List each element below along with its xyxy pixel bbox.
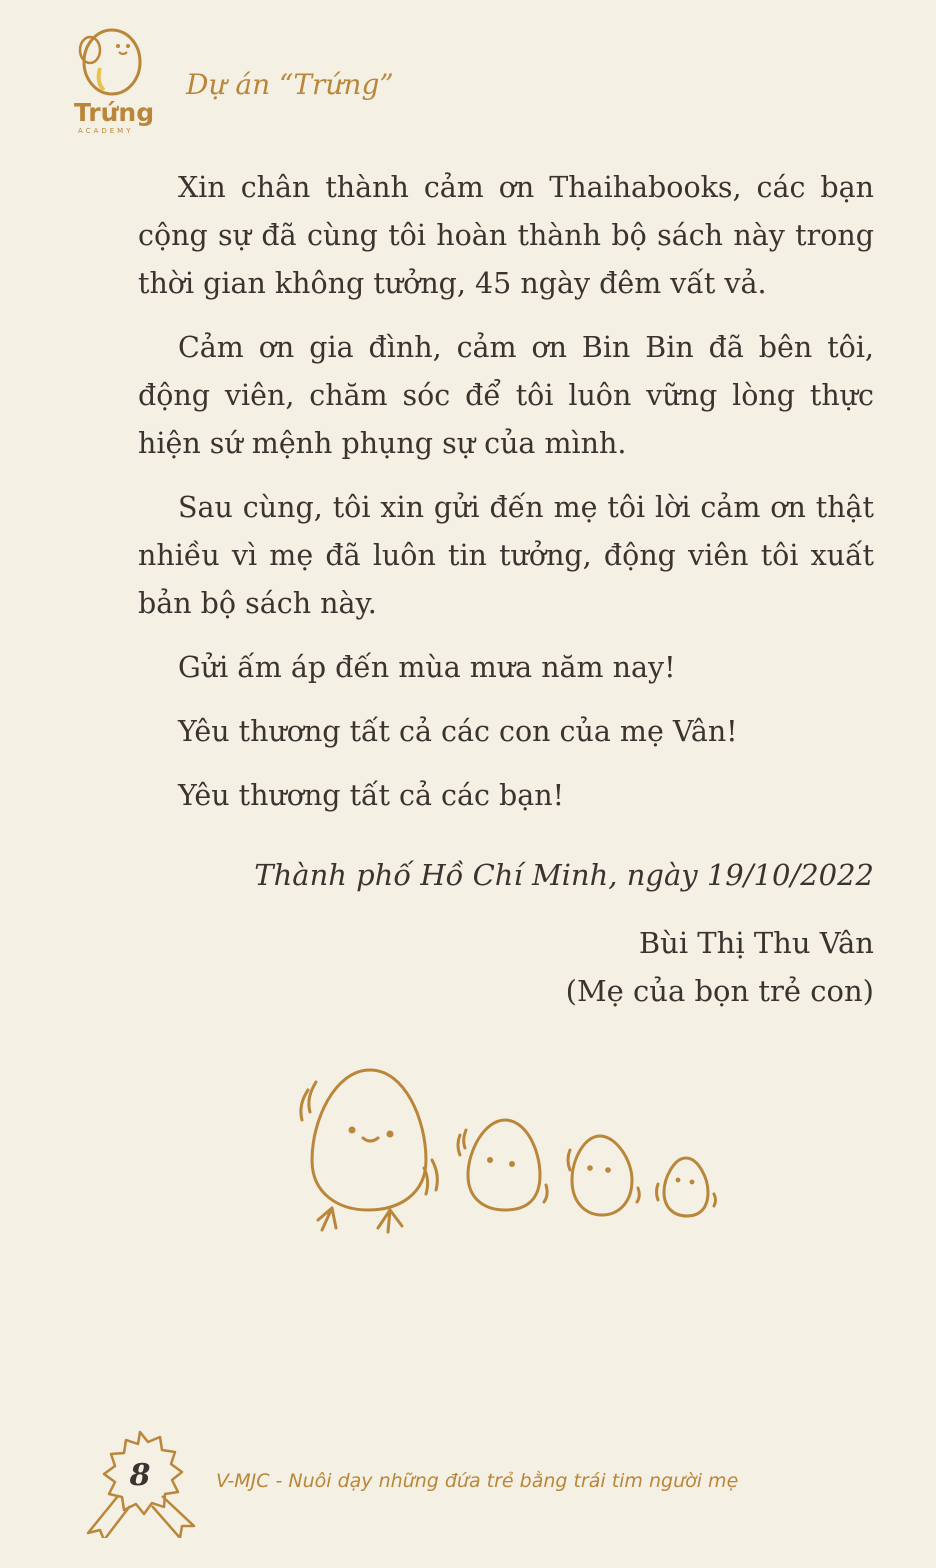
page-footer	[78, 1428, 878, 1538]
paragraph: Cảm ơn gia đình, cảm ơn Bin Bin đã bên tôi, động viên, chăm sóc để tôi luôn vững lòng thực hiện sứ mệnh phụng sự của mình.	[138, 331, 874, 460]
paragraph: Yêu thương tất cả các bạn!	[178, 779, 565, 812]
author-name: Bùi Thị Thu Vân	[638, 926, 874, 960]
logo-subtitle: ACADEMY	[78, 127, 134, 135]
paragraph: Yêu thương tất cả các con của mẹ Vân!	[178, 715, 738, 748]
page-number: 8	[129, 1458, 151, 1493]
running-footer-title: V-MJC - Nuôi dạy những đứa trẻ bằng trái tim người mẹ	[216, 1470, 739, 1492]
acknowledgement-text	[138, 164, 874, 836]
place-date: Thành phố Hồ Chí Minh, ngày 19/10/2022	[254, 858, 874, 892]
project-title: Dự án “Trứng”	[186, 68, 394, 101]
logo-wordmark: Trứng	[74, 98, 155, 127]
paragraph: Gửi ấm áp đến mùa mưa năm nay!	[178, 651, 676, 684]
author-role: (Mẹ của bọn trẻ con)	[565, 974, 874, 1008]
paragraph: Xin chân thành cảm ơn Thaihabooks, các bạn cộng sự đã cùng tôi hoàn thành bộ sách này trong thời gian không tưởng, 45 ngày đêm vất vả.	[138, 171, 874, 300]
egg-family-illustration	[290, 1060, 730, 1250]
paragraph: Sau cùng, tôi xin gửi đến mẹ tôi lời cảm ơn thật nhiều vì mẹ đã luôn tin tưởng, động viên tôi xuất bản bộ sách này.	[138, 491, 874, 620]
